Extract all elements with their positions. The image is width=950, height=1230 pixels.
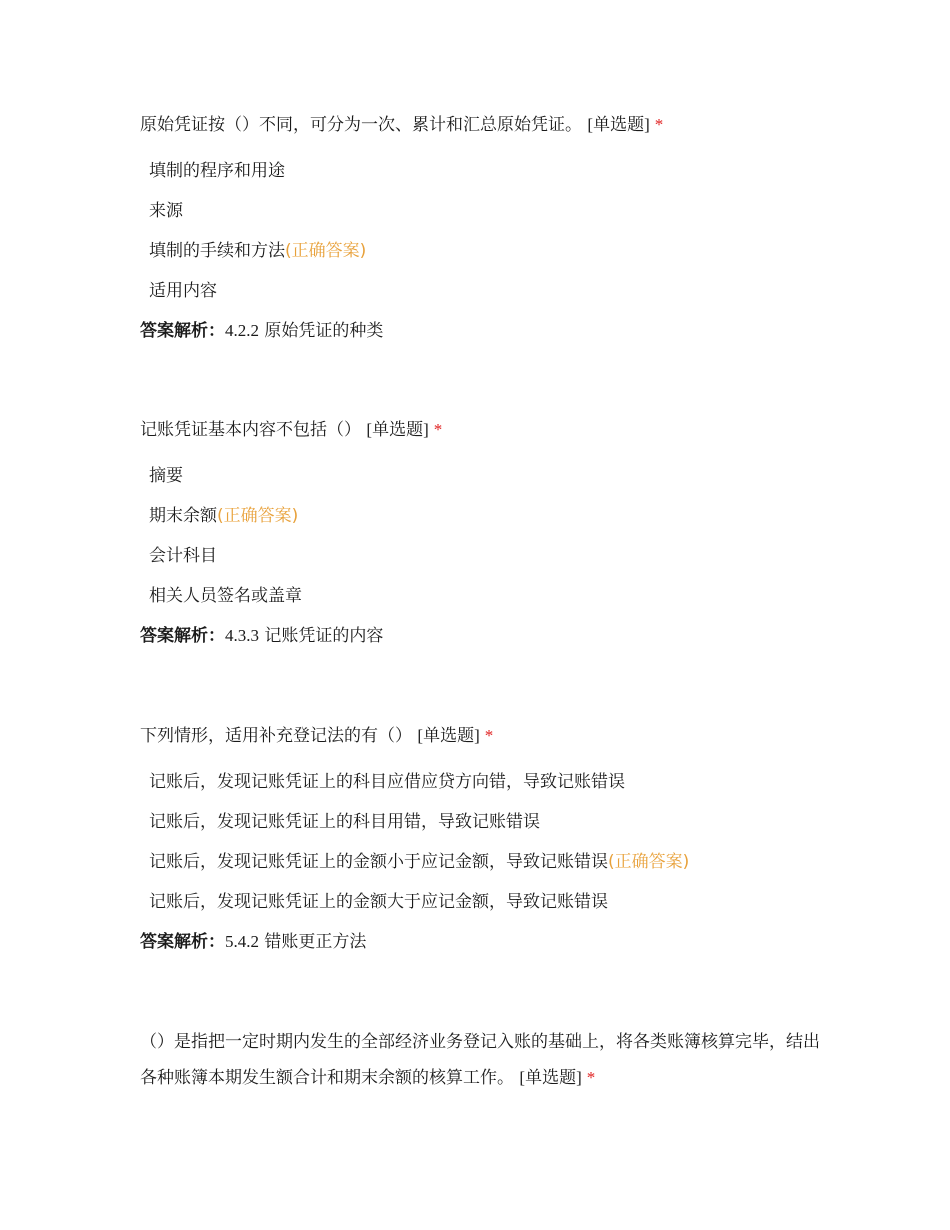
question-text: （）是指把一定时期内发生的全部经济业务登记入账的基础上，将各类账簿核算完毕，结出各种账簿本期发生额合计和期末余额的核算工作。: [140, 1032, 820, 1088]
analysis-section: 5.4.2: [225, 932, 259, 951]
option-item[interactable]: [140, 842, 820, 882]
required-mark: *: [484, 726, 494, 745]
correct-answer-mark: (正确答案): [217, 506, 299, 526]
answer-analysis: [140, 311, 820, 351]
option-text: 期末余额: [149, 506, 217, 526]
question-4: [140, 1024, 820, 1096]
question-text: 原始凭证按（）不同，可分为一次、累计和汇总原始凭证。: [140, 115, 582, 135]
option-text: 记账后，发现记账凭证上的科目用错，导致记账错误: [149, 812, 540, 832]
question-text: 下列情形，适用补充登记法的有（）: [140, 726, 412, 746]
option-item[interactable]: [140, 576, 820, 616]
question-type-label: [单选题]: [417, 726, 480, 745]
option-text: 相关人员签名或盖章: [149, 586, 302, 606]
option-text: 适用内容: [149, 281, 217, 301]
option-item[interactable]: [140, 271, 820, 311]
option-item[interactable]: [140, 231, 820, 271]
required-mark: *: [433, 420, 443, 439]
question-title: [140, 1024, 820, 1096]
option-text: 摘要: [149, 466, 183, 486]
question-type-label: [单选题]: [519, 1068, 582, 1087]
analysis-text: 原始凭证的种类: [259, 321, 384, 341]
option-text: 填制的手续和方法: [149, 241, 285, 261]
option-item[interactable]: [140, 882, 820, 922]
analysis-label: 答案解析：: [140, 932, 225, 952]
analysis-text: 错账更正方法: [259, 932, 367, 952]
required-mark: *: [654, 115, 664, 134]
question-title: [140, 107, 820, 143]
option-item[interactable]: [140, 151, 820, 191]
question-3: [140, 718, 820, 962]
analysis-label: 答案解析：: [140, 626, 225, 646]
option-item[interactable]: [140, 191, 820, 231]
option-list: [140, 456, 820, 616]
option-text: 记账后，发现记账凭证上的金额小于应记金额，导致记账错误: [149, 852, 608, 872]
correct-answer-mark: (正确答案): [285, 241, 367, 261]
correct-answer-mark: (正确答案): [608, 852, 690, 872]
question-type-label: [单选题]: [366, 420, 429, 439]
answer-analysis: [140, 616, 820, 656]
required-mark: *: [586, 1068, 596, 1087]
option-text: 填制的程序和用途: [149, 161, 285, 181]
analysis-section: 4.3.3: [225, 626, 259, 645]
question-1: [140, 107, 820, 351]
question-type-label: [单选题]: [587, 115, 650, 134]
option-text: 会计科目: [149, 546, 217, 566]
option-list: [140, 762, 820, 922]
analysis-text: 记账凭证的内容: [259, 626, 384, 646]
answer-analysis: [140, 922, 820, 962]
option-item[interactable]: [140, 496, 820, 536]
question-text: 记账凭证基本内容不包括（）: [140, 420, 361, 440]
analysis-section: 4.2.2: [225, 321, 259, 340]
option-item[interactable]: [140, 456, 820, 496]
option-item[interactable]: [140, 762, 820, 802]
option-item[interactable]: [140, 536, 820, 576]
option-text: 来源: [149, 201, 183, 221]
option-list: [140, 151, 820, 311]
option-text: 记账后，发现记账凭证上的金额大于应记金额，导致记账错误: [149, 892, 608, 912]
analysis-label: 答案解析：: [140, 321, 225, 341]
question-2: [140, 412, 820, 656]
question-title: [140, 412, 820, 448]
option-item[interactable]: [140, 802, 820, 842]
option-text: 记账后，发现记账凭证上的科目应借应贷方向错，导致记账错误: [149, 772, 625, 792]
question-title: [140, 718, 820, 754]
